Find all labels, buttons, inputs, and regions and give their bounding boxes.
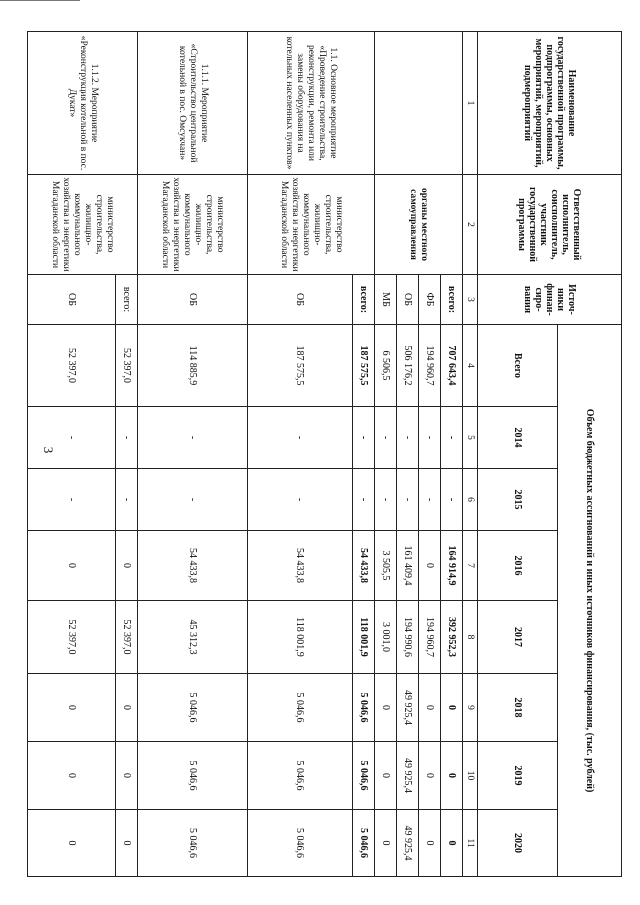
header-year-2018: 2018	[478, 674, 558, 742]
value-cell: -	[397, 469, 419, 531]
value-cell: 0	[441, 674, 463, 742]
row-executor-cell: органы местного самоуправления	[375, 175, 463, 275]
header-year-2017: 2017	[478, 601, 558, 674]
value-cell: 3 505,5	[375, 531, 397, 601]
value-cell: 0	[28, 674, 116, 742]
value-cell: 0	[419, 674, 441, 742]
value-cell: 5 046,6	[138, 742, 248, 810]
row-name-cell: 1.1. Основное мероприятие «Проведение строительства, реконструкции, ремонта или замены оборудования на котельных населенных пунктов»	[248, 32, 375, 175]
value-cell: 49 925,4	[397, 810, 419, 877]
row-source-cell: всего:	[441, 275, 463, 325]
value-cell: -	[248, 407, 353, 469]
page-number: 3	[41, 446, 56, 454]
header-year-total: Всего	[478, 325, 558, 407]
column-number: 10	[463, 742, 478, 810]
value-cell: 5 046,6	[248, 810, 353, 877]
table-row	[353, 32, 375, 877]
value-cell: 0	[28, 810, 116, 877]
value-cell: 5 046,6	[353, 674, 375, 742]
column-number: 6	[463, 469, 478, 531]
value-cell: 114 885,9	[138, 325, 248, 407]
row-source-cell: всего:	[116, 275, 138, 325]
value-cell: 0	[116, 742, 138, 810]
value-cell: 0	[28, 531, 116, 601]
value-cell: 0	[116, 531, 138, 601]
row-executor-cell: министерство строительства, жилищно-коммунального хозяйства и энергетики Магаданской области	[138, 175, 248, 275]
value-cell: -	[441, 469, 463, 531]
value-cell: 0	[419, 531, 441, 601]
value-cell: 5 046,6	[138, 674, 248, 742]
value-cell: 187 575,5	[353, 325, 375, 407]
value-cell: 164 914,9	[441, 531, 463, 601]
row-name-cell	[375, 32, 463, 175]
value-cell: -	[138, 407, 248, 469]
value-cell: -	[28, 407, 116, 469]
value-cell: -	[419, 407, 441, 469]
column-number: 11	[463, 810, 478, 877]
header-year-2019: 2019	[478, 742, 558, 810]
value-cell: 194 960,7	[419, 325, 441, 407]
value-cell: 161 409,4	[397, 531, 419, 601]
column-number: 8	[463, 601, 478, 674]
value-cell: -	[138, 469, 248, 531]
value-cell: 506 176,2	[397, 325, 419, 407]
row-source-cell: ФБ	[419, 275, 441, 325]
value-cell: 45 312,3	[138, 601, 248, 674]
value-cell: 0	[28, 742, 116, 810]
table-row	[116, 32, 138, 877]
value-cell: 5 046,6	[248, 742, 353, 810]
value-cell: 3 001,0	[375, 601, 397, 674]
rotated-table-wrapper	[50, 31, 622, 876]
value-cell: 5 046,6	[138, 810, 248, 877]
value-cell: -	[375, 407, 397, 469]
column-number: 2	[463, 175, 478, 275]
value-cell: 49 925,4	[397, 742, 419, 810]
value-cell: 0	[116, 674, 138, 742]
row-executor-cell: министерство строительства, жилищно-коммунального хозяйства и энергетики Магаданской области	[248, 175, 375, 275]
value-cell: 0	[375, 742, 397, 810]
value-cell: 118 001,9	[353, 601, 375, 674]
value-cell: 5 046,6	[248, 674, 353, 742]
row-source-cell: ОБ	[248, 275, 353, 325]
value-cell: 194 960,7	[419, 601, 441, 674]
value-cell: 0	[441, 742, 463, 810]
row-source-cell: ОБ	[28, 275, 116, 325]
row-executor-cell: министерство строительства, жилищно-коммунального хозяйства и энергетики Магаданской области	[28, 175, 138, 275]
value-cell: 49 925,4	[397, 674, 419, 742]
row-source-cell: ОБ	[397, 275, 419, 325]
column-number: 1	[463, 32, 478, 175]
value-cell: 6 506,5	[375, 325, 397, 407]
row-source-cell: всего:	[353, 275, 375, 325]
value-cell: -	[353, 469, 375, 531]
value-cell: 54 433,8	[138, 531, 248, 601]
value-cell: -	[441, 407, 463, 469]
column-number-row	[463, 32, 478, 877]
header-year-2020: 2020	[478, 810, 558, 877]
value-cell: 0	[375, 674, 397, 742]
table-row	[441, 32, 463, 877]
column-number: 9	[463, 674, 478, 742]
value-cell: 54 433,8	[353, 531, 375, 601]
value-cell: -	[397, 407, 419, 469]
value-cell: -	[375, 469, 397, 531]
header-year-2016: 2016	[478, 531, 558, 601]
value-cell: -	[116, 469, 138, 531]
value-cell: 707 643,4	[441, 325, 463, 407]
value-cell: 52 397,0	[28, 601, 116, 674]
column-number: 3	[463, 275, 478, 325]
value-cell: 0	[116, 810, 138, 877]
header-year-2015: 2015	[478, 469, 558, 531]
header-executor: Ответственный исполнитель, соисполнитель, участник государственной программы	[478, 175, 622, 275]
header-funding-group: Объем бюджетных ассигнований и иных источников финансирования, (тыс. рублей)	[558, 325, 622, 877]
value-cell: 52 397,0	[116, 601, 138, 674]
value-cell: -	[419, 469, 441, 531]
value-cell: 0	[375, 810, 397, 877]
value-cell: 392 952,3	[441, 601, 463, 674]
value-cell: 52 397,0	[116, 325, 138, 407]
value-cell: 0	[441, 810, 463, 877]
value-cell: 54 433,8	[248, 531, 353, 601]
value-cell: 0	[419, 742, 441, 810]
column-number: 4	[463, 325, 478, 407]
row-name-cell: 1.1.2. Мероприятие «Реконструкция котельной в пос. Дукат»	[28, 32, 138, 175]
row-source-cell: МБ	[375, 275, 397, 325]
value-cell: 118 001,9	[248, 601, 353, 674]
column-number: 5	[463, 407, 478, 469]
value-cell: -	[353, 407, 375, 469]
funding-table	[27, 31, 622, 877]
top-rule	[0, 0, 80, 1]
table-row	[138, 32, 248, 877]
value-cell: 5 046,6	[353, 742, 375, 810]
header-name: Наименование государственной программы, подпрограммы, основных мероприятий, мероприятий, подмероприятий	[478, 32, 622, 175]
value-cell: 5 046,6	[353, 810, 375, 877]
header-source: Источ-ники финан-сиро-вания	[478, 275, 622, 325]
value-cell: 194 990,6	[397, 601, 419, 674]
value-cell: -	[116, 407, 138, 469]
header-year-2014: 2014	[478, 407, 558, 469]
value-cell: 52 397,0	[28, 325, 116, 407]
value-cell: 187 575,5	[248, 325, 353, 407]
value-cell: -	[248, 469, 353, 531]
row-name-cell: 1.1.1. Мероприятие «Строительство центральной котельной в пос. Омсукчан»	[138, 32, 248, 175]
column-number: 7	[463, 531, 478, 601]
value-cell: 0	[419, 810, 441, 877]
row-source-cell: ОБ	[138, 275, 248, 325]
value-cell: -	[28, 469, 116, 531]
